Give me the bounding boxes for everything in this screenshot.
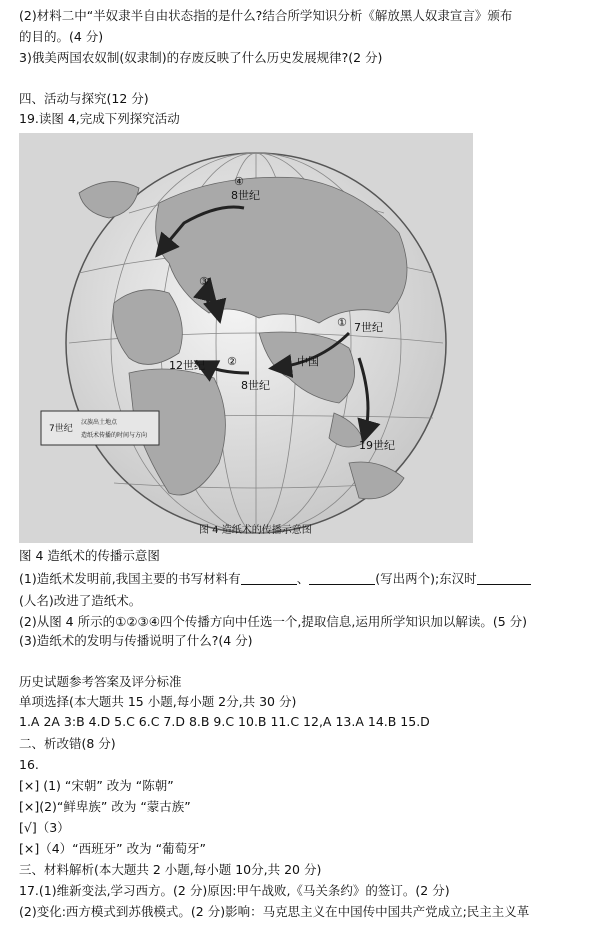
answers-part-1-keys: 1.A 2A 3:B 4.D 5.C 6.C 7.D 8.B 9.C 10.B 11.C 12,A 13.A 14.B 15.D xyxy=(19,714,430,729)
answer-16-line-4: [×]（4）“西班牙” 改为 “葡萄牙” xyxy=(19,841,207,856)
label-century-19: 19世纪 xyxy=(359,439,395,452)
q1-part-b: (写出两个);东汉时 xyxy=(375,571,477,586)
label-century-12: 12世纪 xyxy=(169,359,205,372)
answer-16-line-2: [×](2)“鲜卑族” 改为 “蒙古族” xyxy=(19,799,191,814)
label-china: 中国 xyxy=(297,355,319,368)
answers-title: 历史试题参考答案及评分标准 xyxy=(19,674,182,689)
answer-17-1: 17.(1)维新变法,学习西方。(2 分)原因:甲午战败,《马关条约》的签订。(2 分) xyxy=(19,883,450,898)
figure-caption: 图 4 造纸术的传播示意图 xyxy=(19,548,160,563)
figure-inner-caption: 图 4 造纸术的传播示意图 xyxy=(199,525,312,536)
question-2-text: (2)材料二中“半奴隶半自由状态指的是什么?结合所学知识分析《解放黑人奴隶宣言》颁布 xyxy=(19,8,513,23)
figure-papermaking-map xyxy=(19,133,473,543)
label-century-8: 8世纪 xyxy=(231,189,260,202)
label-n2: ② xyxy=(227,355,237,368)
answers-part-1-heading: 单项选择(本大题共 15 小题,每小题 2分,共 30 分) xyxy=(19,694,297,709)
label-n3: ③ xyxy=(199,275,209,288)
label-n1: ① xyxy=(337,316,347,329)
legend-item-1: 汉族出土地点 xyxy=(81,419,118,426)
section-4-heading: 四、活动与探究(12 分) xyxy=(19,91,149,106)
map-legend xyxy=(41,411,159,445)
answer-16-line-1: [×] (1) “宋朝” 改为 “陈朝” xyxy=(19,778,174,793)
answers-part-3-heading: 三、材料解析(本大题共 2 小题,每小题 10分,共 20 分) xyxy=(19,862,322,877)
question-3b-text: (3)造纸术的发明与传播说明了什么?(4 分) xyxy=(19,633,253,648)
question-2-text-cont: 的目的。(4 分) xyxy=(19,29,104,44)
label-n4: ④ xyxy=(234,175,244,188)
answer-16-line-3: [√]（3） xyxy=(19,820,70,835)
q1-sep: 、 xyxy=(296,571,310,586)
globe-map-svg xyxy=(19,133,473,543)
answer-17-2: (2)变化:西方模式到苏俄模式。(2 分)影响：马克思主义在中国传中国共产党成立;民主主义革 xyxy=(19,904,530,919)
answer-blank-2[interactable] xyxy=(309,572,375,585)
q1-part-a: (1)造纸术发明前,我国主要的书写材料有 xyxy=(19,571,241,586)
answer-blank-3[interactable] xyxy=(477,572,531,585)
question-2b-text: (2)从图 4 所示的①②③④四个传播方向中任选一个,提取信息,运用所学知识加以解读。(5 分) xyxy=(19,614,528,629)
label-century-8b: 8世纪 xyxy=(241,379,270,392)
question-3-text: 3)俄美两国农奴制(奴隶制)的存废反映了什么历史发展规律?(2 分) xyxy=(19,50,383,65)
answer-16-label: 16. xyxy=(19,757,39,772)
legend-year: 7世纪 xyxy=(49,424,73,434)
question-1-text-cont: (人名)改进了造纸术。 xyxy=(19,593,142,608)
legend-item-2: 造纸术传播的时间与方向 xyxy=(81,432,148,439)
answers-part-2-heading: 二、析改错(8 分) xyxy=(19,736,116,751)
question-19-text: 19.读图 4,完成下列探究活动 xyxy=(19,111,180,126)
answer-blank-1[interactable] xyxy=(241,572,297,585)
label-century-7: 7世纪 xyxy=(354,321,383,334)
question-1-text xyxy=(19,571,531,588)
